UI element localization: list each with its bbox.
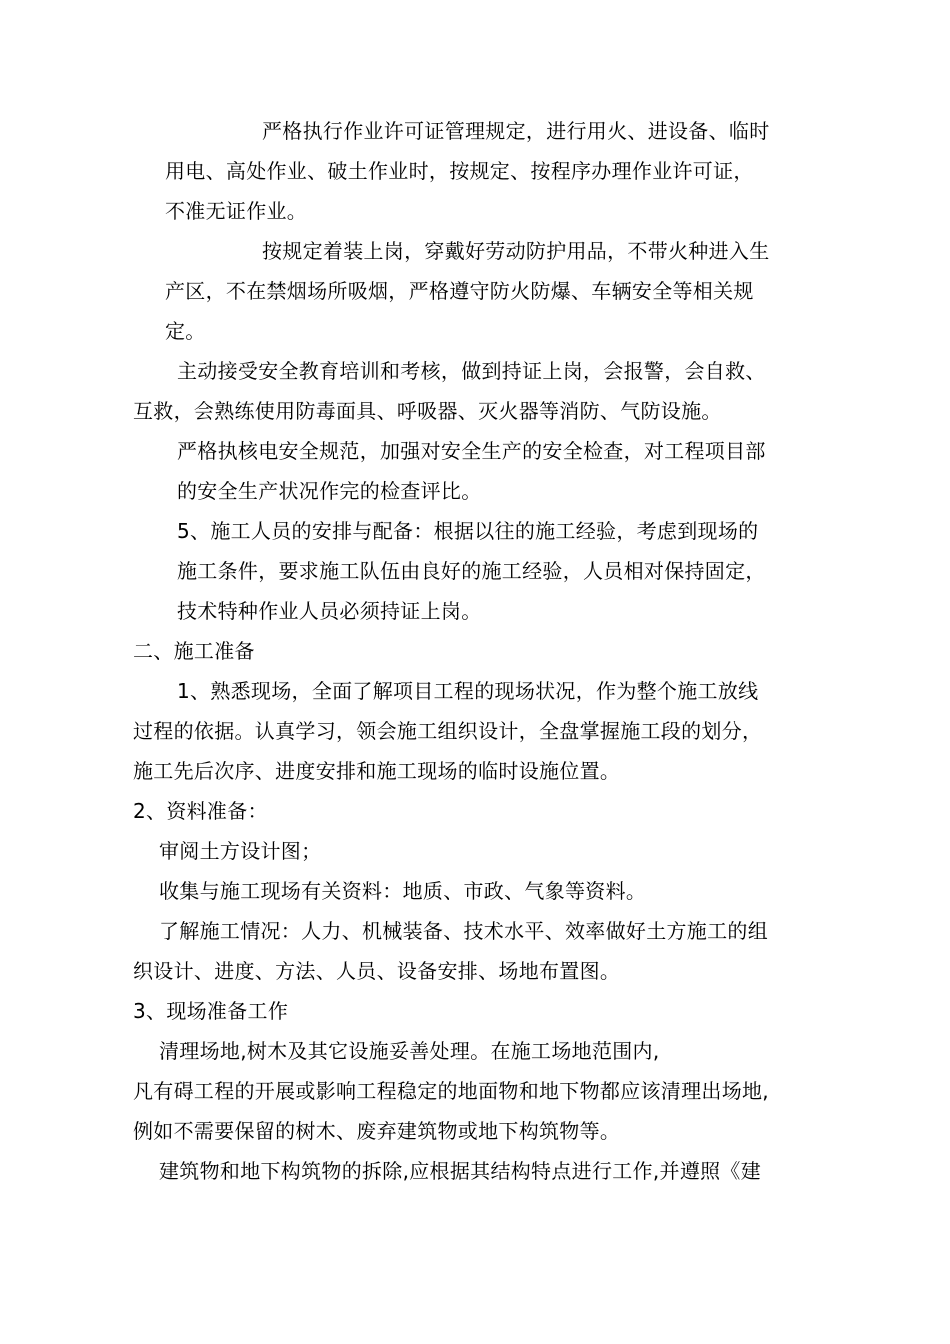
text-line: 审阅土方设计图； (159, 839, 322, 863)
text-line: 严格执核电安全规范，加强对安全生产的安全检查，对工程项目部 (177, 439, 766, 463)
text-line: 互救，会熟练使用防毒面具、呼吸器、灭火器等消防、气防设施。 (133, 399, 722, 423)
subsection-heading: 2、资料准备： (133, 799, 268, 823)
text-line: 主动接受安全教育培训和考核，做到持证上岗，会报警，会自救、 (177, 359, 766, 383)
text-line: 过程的依据。认真学习，领会施工组织设计，全盘掌握施工段的划分， (133, 719, 763, 743)
text-line: 不准无证作业。 (165, 199, 308, 223)
text-line: 的安全生产状况作完的检查评比。 (177, 479, 482, 503)
text-line: 定。 (165, 319, 206, 343)
text-line: 施工先后次序、进度安排和施工现场的临时设施位置。 (133, 759, 621, 783)
text-line: 了解施工情况：人力、机械装备、技术水平、效率做好土方施工的组 (159, 919, 768, 943)
text-line: 建筑物和地下构筑物的拆除,应根据其结构特点进行工作,并遵照《建 (159, 1159, 762, 1183)
text-line: 织设计、进度、方法、人员、设备安排、场地布置图。 (133, 959, 621, 983)
text-line: 施工条件，要求施工队伍由良好的施工经验，人员相对保持固定， (177, 559, 766, 583)
text-line: 1、熟悉现场，全面了解项目工程的现场状况，作为整个施工放线 (177, 679, 759, 703)
section-heading: 二、施工准备 (133, 639, 255, 663)
text-line: 产区，不在禁烟场所吸烟，严格遵守防火防爆、车辆安全等相关规 (165, 279, 754, 303)
text-line: 清理场地,树木及其它设施妥善处理。在施工场地范围内, (159, 1039, 660, 1063)
text-line: 按规定着装上岗，穿戴好劳动防护用品，不带火种进入生 (262, 239, 770, 263)
text-line: 5、施工人员的安排与配备：根据以往的施工经验，考虑到现场的 (177, 519, 759, 543)
text-line: 例如不需要保留的树木、废弃建筑物或地下构筑物等。 (133, 1119, 621, 1143)
text-line: 技术特种作业人员必须持证上岗。 (177, 599, 482, 623)
text-line: 用电、高处作业、破土作业时，按规定、按程序办理作业许可证， (165, 159, 754, 183)
subsection-heading: 3、现场准备工作 (133, 999, 289, 1023)
text-line: 凡有碍工程的开展或影响工程稳定的地面物和地下物都应该清理出场地, (133, 1079, 769, 1103)
text-line: 严格执行作业许可证管理规定，进行用火、进设备、临时 (262, 119, 770, 143)
text-line: 收集与施工现场有关资料：地质、市政、气象等资料。 (159, 879, 647, 903)
